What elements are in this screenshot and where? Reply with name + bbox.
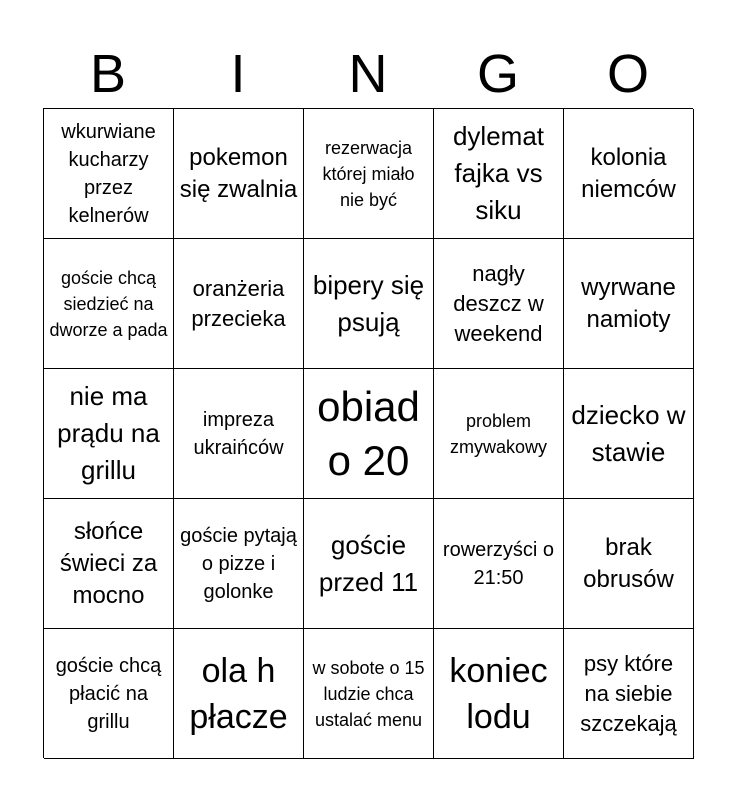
bingo-cell-text: problem zmywakowy [449,410,547,457]
bingo-header [43,40,693,108]
bingo-cell[interactable] [174,369,304,499]
bingo-cell[interactable] [304,109,434,239]
bingo-cell-text: koniec lodu [449,651,548,736]
bingo-cell[interactable] [44,499,174,629]
bingo-cell-text: brak obrusów [583,533,674,593]
bingo-cell-text: goście przed 11 [318,529,419,597]
bingo-cell-text: pokemon się zwalnia [179,143,298,203]
bingo-cell-text: słońce świeci za mocno [59,517,158,609]
bingo-cell-text: dziecko w stawie [571,399,686,467]
bingo-cell[interactable] [434,369,564,499]
bingo-cell-text: nie ma prądu na grillu [57,381,160,485]
bingo-cell[interactable] [304,629,434,759]
bingo-cell[interactable] [174,109,304,239]
bingo-cell[interactable] [434,629,564,759]
bingo-cell[interactable] [44,629,174,759]
bingo-cell[interactable] [564,109,694,239]
bingo-cell-text: wyrwane namioty [581,273,676,333]
bingo-cell-text: goście pytają o pizze i golonke [180,524,297,603]
bingo-cell-text: wkurwiane kucharzy przez kelnerów [61,120,156,227]
bingo-cell[interactable] [44,369,174,499]
bingo-cell-text: obiad o 20 [317,382,420,484]
bingo-cell[interactable] [304,369,434,499]
bingo-cell-text: impreza ukraińców [193,408,284,459]
bingo-cell[interactable] [434,499,564,629]
header-letter-n: N [348,44,388,104]
bingo-cell[interactable] [44,109,174,239]
bingo-grid [43,108,693,758]
bingo-cell[interactable] [44,239,174,369]
bingo-cell-text: rowerzyści o 21:50 [442,538,555,589]
bingo-cell-text: w sobote o 15 ludzie chca ustalać menu [312,657,425,730]
bingo-cell[interactable] [304,239,434,369]
header-letter-o: O [606,44,649,104]
bingo-cell-text: goście chcą siedzieć na dworze a pada [49,267,168,340]
bingo-cell[interactable] [434,239,564,369]
header-letter-g: G [476,44,519,104]
bingo-cell-text: psy które na siebie szczekają [580,650,677,736]
bingo-cell-text: goście chcą płacić na grillu [55,654,162,733]
header-letter-b: B [89,44,127,104]
bingo-cell[interactable] [564,629,694,759]
bingo-cell[interactable] [174,239,304,369]
bingo-cell[interactable] [564,369,694,499]
bingo-cell[interactable] [564,499,694,629]
bingo-cell-text: rezerwacja której miało nie być [322,137,415,210]
bingo-cell[interactable] [174,499,304,629]
bingo-cell-text: kolonia niemców [581,143,676,203]
bingo-cell[interactable] [564,239,694,369]
bingo-cell[interactable] [434,109,564,239]
bingo-cell-text: oranżeria przecieka [191,275,286,331]
bingo-cell-text: ola h płacze [189,651,288,736]
bingo-cell[interactable] [304,499,434,629]
header-letter-i: I [230,44,246,104]
bingo-cell-text: dylemat fajka vs siku [452,121,545,225]
bingo-cell[interactable] [174,629,304,759]
bingo-cell-text: bipery się psują [312,269,425,337]
bingo-cell-text: nagły deszcz w weekend [453,260,544,346]
